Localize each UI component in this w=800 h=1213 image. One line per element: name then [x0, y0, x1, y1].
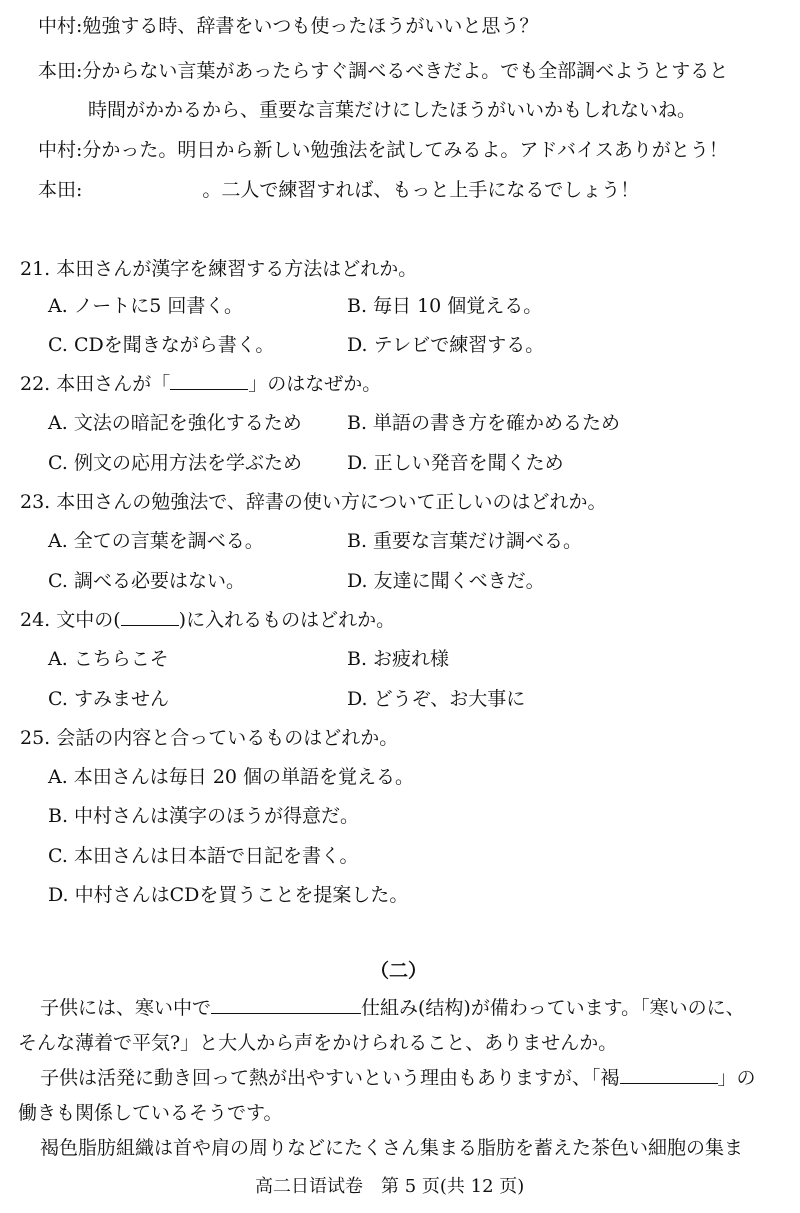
question-24-option-b: B. お疲れ様: [347, 648, 450, 670]
page-footer: 高二日语试卷 第 5 页(共 12 页): [255, 1176, 525, 1197]
question-23-option-d: D. 友達に聞くべきだ。: [347, 570, 545, 592]
dialogue-text: 。二人で練習すれば、もっと上手になるでしょう！: [202, 179, 640, 201]
question-23-stem: 23. 本田さんの勉強法で、辞書の使い方について正しいのはどれか。: [20, 491, 607, 513]
question-24-stem: 24. 文中の( )に入れるものはどれか。: [20, 609, 396, 631]
question-23-option-c: C. 調べる必要はない。: [48, 570, 245, 592]
answer-blank: [211, 995, 361, 1014]
answer-blank: [620, 1065, 718, 1084]
question-22-option-c: C. 例文の応用方法を学ぶため: [48, 452, 302, 474]
question-25-option-a: A. 本田さんは毎日 20 個の単語を覚える。: [48, 766, 415, 788]
question-25-option-b: B. 中村さんは漢字のほうが得意だ。: [48, 805, 360, 827]
speaker-name: 中村: [38, 15, 77, 37]
question-21-stem: 21. 本田さんが漢字を練習する方法はどれか。: [20, 258, 418, 280]
dialogue-line-3: 中村:分かった。明日から新しい勉強法を試してみるよ。アドバイスありがとう！: [38, 139, 728, 161]
dialogue-line-1: 中村:勉強する時、辞書をいつも使ったほうがいいと思う？: [38, 15, 539, 37]
question-21-option-d: D. テレビで練習する。: [347, 334, 545, 356]
question-25-option-d: D. 中村さんはCDを買うことを提案した。: [48, 884, 409, 906]
question-21-option-c: C. CDを聞きながら書く。: [48, 334, 275, 356]
question-23-option-a: A. 全ての言葉を調べる。: [48, 530, 264, 552]
speaker-name: 本田: [38, 179, 77, 201]
dialogue-text: 勉強する時、辞書をいつも使ったほうがいいと思う？: [82, 15, 539, 37]
dialogue-text: 時間がかかるから、重要な言葉だけにしたほうがいいかもしれないね。: [88, 99, 697, 121]
dialogue-text: 分からない言葉があったらすぐ調べるべきだよ。でも全部調べようとすると: [82, 60, 729, 82]
passage-p3-line1: 褐色脂肪組織は首や肩の周りなどにたくさん集まる脂肪を蓄えた茶色い細胞の集ま: [40, 1137, 744, 1159]
question-25-stem: 25. 会話の内容と合っているものはどれか。: [20, 727, 399, 749]
section-heading: （二）: [370, 960, 428, 982]
dialogue-text: 分かった。明日から新しい勉強法を試してみるよ。アドバイスありがとう！: [82, 139, 728, 161]
dialogue-line-2-continuation: [88, 97, 696, 123]
passage-p2-line1: 子供は活発に動き回って熱が出やすいという理由もありますが、「褐 」の: [40, 1067, 756, 1089]
question-22-option-a: A. 文法の暗記を強化するため: [48, 412, 302, 434]
question-22-option-b: B. 単語の書き方を確かめるため: [347, 412, 621, 434]
question-22-stem: 22. 本田さんが「 」のはなぜか。: [20, 373, 382, 395]
question-21-option-b: B. 毎日 10 個覚える。: [347, 295, 543, 317]
answer-blank: [121, 607, 179, 626]
question-24-option-c: C. すみません: [48, 688, 169, 710]
question-21-option-a: A. ノートに5 回書く。: [48, 295, 243, 317]
dialogue-line-2: 本田:分からない言葉があったらすぐ調べるべきだよ。でも全部調べようとすると: [38, 60, 729, 82]
question-22-option-d: D. 正しい発音を聞くため: [347, 452, 564, 474]
passage-p1-line2: そんな薄着で平気?」と大人から声をかけられること、ありませんか。: [18, 1032, 618, 1054]
passage-p1-line1: 子供には、寒い中で 仕組み(结构)が備わっています。「寒いのに、: [40, 997, 745, 1019]
answer-blank: [170, 371, 248, 390]
dialogue-line-4: 本田: 。二人で練習すれば、もっと上手になるでしょう！: [38, 179, 640, 201]
question-24-option-a: A. こちらこそ: [48, 648, 169, 670]
speaker-name: 本田: [38, 60, 77, 82]
question-23-option-b: B. 重要な言葉だけ調べる。: [347, 530, 583, 552]
question-24-option-d: D. どうぞ、お大事に: [347, 688, 526, 710]
question-25-option-c: C. 本田さんは日本語で日記を書く。: [48, 845, 359, 867]
passage-p2-line2: 働きも関係しているそうです。: [18, 1102, 283, 1124]
speaker-name: 中村: [38, 139, 77, 161]
